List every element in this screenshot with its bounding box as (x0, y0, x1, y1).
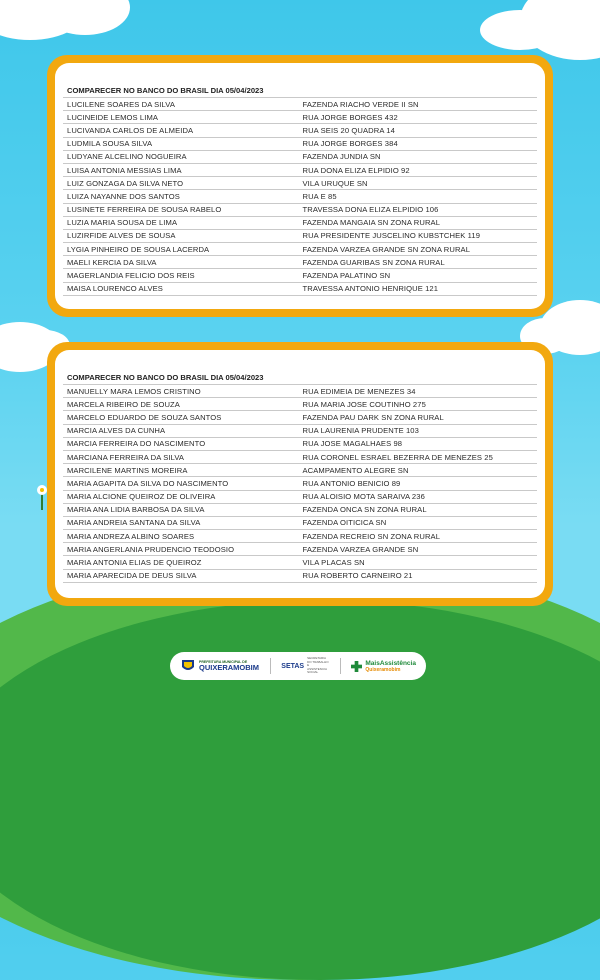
person-address: RUA JOSE MAGALHAES 98 (299, 437, 537, 450)
person-address: VILA PLACAS SN (299, 556, 537, 569)
mais-assistencia-text: MaisAssistência (365, 659, 416, 667)
person-name: MARCELA RIBEIRO DE SOUZA (63, 398, 299, 411)
city-crest-icon (180, 658, 196, 674)
person-name: LUDYANE ALCELINO NOGUEIRA (63, 150, 299, 163)
footer-logo-bar (170, 652, 426, 680)
table-row (63, 569, 537, 582)
table-row (63, 503, 537, 516)
prefeitura-logo (180, 658, 259, 674)
table-row (63, 477, 537, 490)
person-name: MARCIA FERREIRA DO NASCIMENTO (63, 437, 299, 450)
person-name: MARIA APARECIDA DE DEUS SILVA (63, 569, 299, 582)
table-row (63, 398, 537, 411)
person-name: LUCIVANDA CARLOS DE ALMEIDA (63, 124, 299, 137)
table-row (63, 424, 537, 437)
person-name: MARIA ANTONIA ELIAS DE QUEIROZ (63, 556, 299, 569)
person-address: VILA URUQUE SN (299, 177, 537, 190)
table-row (63, 516, 537, 529)
table-row (63, 543, 537, 556)
setas-text: SETAS (281, 662, 305, 670)
person-name: MARCIA ALVES DA CUNHA (63, 424, 299, 437)
person-address: RUA JORGE BORGES 432 (299, 111, 537, 124)
person-name: MARCELO EDUARDO DE SOUZA SANTOS (63, 411, 299, 424)
table-row (63, 137, 537, 150)
person-name: MARCIANA FERREIRA DA SILVA (63, 450, 299, 463)
table-row (63, 203, 537, 216)
city-name: QUIXERAMOBIM (199, 663, 259, 672)
footer-divider-2 (340, 658, 341, 674)
table-row (63, 530, 537, 543)
person-address: FAZENDA RIACHO VERDE II SN (299, 98, 537, 111)
person-address: FAZENDA OITICICA SN (299, 516, 537, 529)
sheet-2-header: COMPARECER NO BANCO DO BRASIL DIA 05/04/2023 (63, 372, 537, 385)
table-row (63, 163, 537, 176)
person-name: MARIA ANA LIDIA BARBOSA DA SILVA (63, 503, 299, 516)
person-address: RUA SEIS 20 QUADRA 14 (299, 124, 537, 137)
person-address: RUA CORONEL ESRAEL BEZERRA DE MENEZES 25 (299, 450, 537, 463)
person-name: MARIA ANDREZA ALBINO SOARES (63, 530, 299, 543)
table-row (63, 243, 537, 256)
table-row (63, 385, 537, 398)
sheet-card-2-content (55, 350, 545, 598)
person-address: RUA ALOISIO MOTA SARAIVA 236 (299, 490, 537, 503)
person-address: FAZENDA VARZEA GRANDE SN (299, 543, 537, 556)
person-address: ACAMPAMENTO ALEGRE SN (299, 464, 537, 477)
setas-logo (281, 657, 329, 675)
person-address: RUA DONA ELIZA ELPIDIO 92 (299, 163, 537, 176)
person-name: MARIA ANGERLANIA PRUDENCIO TEODOSIO (63, 543, 299, 556)
person-address: RUA JORGE BORGES 384 (299, 137, 537, 150)
person-address: RUA ROBERTO CARNEIRO 21 (299, 569, 537, 582)
table-row (63, 124, 537, 137)
table-row (63, 177, 537, 190)
cloud-top-right-2 (480, 10, 560, 50)
plus-cross-icon (351, 661, 362, 672)
table-row (63, 490, 537, 503)
person-name: LUZIRFIDE ALVES DE SOUSA (63, 229, 299, 242)
person-address: TRAVESSA ANTONIO HENRIQUE 121 (299, 282, 537, 295)
person-name: LUCINEIDE LEMOS LIMA (63, 111, 299, 124)
table-row (63, 98, 537, 111)
table-row (63, 411, 537, 424)
setas-subtitle: SECRETARIA DO TRABALHO E ASSISTENCIA SOCIAL (307, 656, 329, 675)
person-name: MANUELLY MARA LEMOS CRISTINO (63, 385, 299, 398)
person-name: MARIA ANDREIA SANTANA DA SILVA (63, 516, 299, 529)
person-address: FAZENDA PAU DARK SN ZONA RURAL (299, 411, 537, 424)
person-name: MARIA ALCIONE QUEIROZ DE OLIVEIRA (63, 490, 299, 503)
person-address: RUA ANTONIO BENICIO 89 (299, 477, 537, 490)
person-address: FAZENDA RECREIO SN ZONA RURAL (299, 530, 537, 543)
sheet-card-1-content (55, 63, 545, 309)
person-address: FAZENDA MANGAIA SN ZONA RURAL (299, 216, 537, 229)
sheet-card-2 (47, 342, 553, 606)
person-name: LUISA ANTONIA MESSIAS LIMA (63, 163, 299, 176)
table-row (63, 450, 537, 463)
person-name: MARCILENE MARTINS MOREIRA (63, 464, 299, 477)
mais-assistencia-logo (351, 660, 416, 673)
person-address: FAZENDA PALATINO SN (299, 269, 537, 282)
person-address: RUA LAURENIA PRUDENTE 103 (299, 424, 537, 437)
footer-divider (270, 658, 271, 674)
person-name: MAGERLANDIA FELICIO DOS REIS (63, 269, 299, 282)
person-address: TRAVESSA DONA ELIZA ELPIDIO 106 (299, 203, 537, 216)
person-address: FAZENDA JUNDIA SN (299, 150, 537, 163)
person-name: LUIZ GONZAGA DA SILVA NETO (63, 177, 299, 190)
sheet-card-1 (47, 55, 553, 317)
person-name: LUIZA NAYANNE DOS SANTOS (63, 190, 299, 203)
person-name: LUSINETE FERREIRA DE SOUSA RABELO (63, 203, 299, 216)
person-address: RUA EDIMEIA DE MENEZES 34 (299, 385, 537, 398)
table-row (63, 111, 537, 124)
table-row (63, 437, 537, 450)
table-row (63, 282, 537, 295)
person-address: FAZENDA VARZEA GRANDE SN ZONA RURAL (299, 243, 537, 256)
person-name: LUDMILA SOUSA SILVA (63, 137, 299, 150)
person-address: FAZENDA GUARIBAS SN ZONA RURAL (299, 256, 537, 269)
person-name: MARIA AGAPITA DA SILVA DO NASCIMENTO (63, 477, 299, 490)
table-row (63, 269, 537, 282)
table-row (63, 229, 537, 242)
table-row (63, 150, 537, 163)
sheet-1-table (63, 98, 537, 296)
table-row (63, 216, 537, 229)
person-address: RUA PRESIDENTE JUSCELINO KUBSTCHEK 119 (299, 229, 537, 242)
table-row (63, 464, 537, 477)
person-name: LUZIA MARIA SOUSA DE LIMA (63, 216, 299, 229)
table-row (63, 256, 537, 269)
person-address: FAZENDA ONCA SN ZONA RURAL (299, 503, 537, 516)
person-name: LUCILENE SOARES DA SILVA (63, 98, 299, 111)
sheet-1-header: COMPARECER NO BANCO DO BRASIL DIA 05/04/2023 (63, 85, 537, 98)
table-row (63, 556, 537, 569)
table-row (63, 190, 537, 203)
mais-assistencia-city: Quixeramobim (365, 666, 401, 673)
person-address: RUA MARIA JOSE COUTINHO 275 (299, 398, 537, 411)
prefeitura-text: PREFEITURA MUNICIPAL DE (199, 660, 248, 664)
person-name: MAELI KERCIA DA SILVA (63, 256, 299, 269)
person-name: LYGIA PINHEIRO DE SOUSA LACERDA (63, 243, 299, 256)
person-address: RUA E 85 (299, 190, 537, 203)
sheet-2-table (63, 385, 537, 583)
person-name: MAISA LOURENCO ALVES (63, 282, 299, 295)
